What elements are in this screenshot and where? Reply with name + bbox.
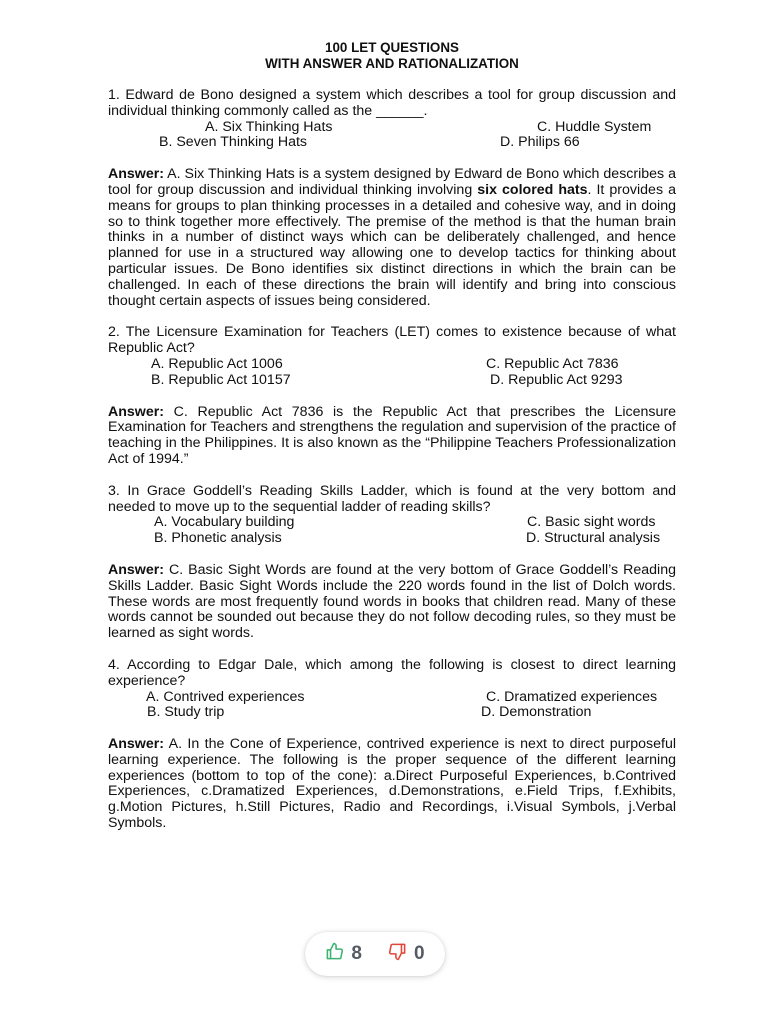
answer-text: A. In the Cone of Experience, contrived experience is next to direct purposeful learning experience. The following is the proper sequence of the different learning experiences (bottom to top of the cone): a.Direct Purposeful Experiences, b.Contrived Experiences, c.Dramatized Experiences, d.Demonstrations, e.Field Trips, f.Exhibits, g.Motion Pictures, h.Still Pictures, Radio and Recordings, i.Visual Symbols, j.Verbal Symbols. [108, 736, 676, 832]
question-block-2 [108, 325, 676, 388]
option-a: A. Contrived experiences [146, 688, 305, 705]
option-d: D. Philips 66 [500, 134, 580, 151]
upvote-count: 8 [351, 943, 362, 964]
downvote-button[interactable] [388, 942, 425, 966]
question-block-4 [108, 658, 676, 721]
question-text: 2. The Licensure Examination for Teachers (LET) comes to existence because of what Republic Act? [108, 324, 676, 357]
option-a: A. Vocabulary building [154, 514, 295, 531]
question-text: 3. In Grace Goddell’s Reading Skills Ladder, which is found at the very bottom and needed to move up to the sequential ladder of reading skills? [108, 482, 676, 515]
answer-block-3 [108, 563, 676, 642]
document-page [108, 40, 676, 832]
option-c: C. Dramatized experiences [486, 688, 658, 705]
option-d: D. Demonstration [481, 704, 592, 721]
thumbs-down-icon [388, 942, 407, 966]
document-title [108, 40, 676, 71]
answer-block-1 [108, 167, 676, 309]
answer-text-continued: . It provides a means for groups to plan thinking processes in a detailed and cohesive way, and in doing so to think together more effectively. The premise of the method is that the human brain thinks in a number of distinct ways which can be deliberately challenged, and hence planned for use in a structured way allowing one to develop tactics for thinking about particular issues. De Bono identifies six distinct directions in which the brain can be challenged. In each of these directions the brain will identify and bring into conscious thought certain aspects of issues being considered. [108, 181, 676, 309]
options-list [108, 120, 676, 152]
option-a: A. Republic Act 1006 [151, 355, 283, 372]
answer-block-4 [108, 737, 676, 832]
answer-label: Answer: [108, 166, 164, 183]
option-b: B. Study trip [147, 704, 225, 721]
answer-text: C. Republic Act 7836 is the Republic Act that prescribes the Licensure Examination for Teachers and strengthens the regulation and supervision of the practice of teaching in the Philippines. It is also known as the “Philippine Teachers Professionalization Act of 1994.” [108, 403, 676, 467]
option-b: B. Phonetic analysis [154, 530, 282, 547]
option-c: C. Republic Act 7836 [486, 355, 619, 372]
downvote-count: 0 [414, 943, 425, 964]
vote-widget [305, 932, 445, 976]
answer-block-2 [108, 405, 676, 468]
question-text: 1. Edward de Bono designed a system which describes a tool for group discussion and individual thinking commonly called as the ______. [108, 87, 676, 119]
option-a: A. Six Thinking Hats [205, 118, 333, 135]
options-list [108, 690, 676, 722]
thumbs-up-icon [325, 942, 344, 966]
option-b: B. Seven Thinking Hats [159, 134, 307, 151]
answer-label: Answer: [108, 736, 164, 753]
answer-label: Answer: [108, 561, 164, 578]
title-line-1: 100 LET QUESTIONS [325, 40, 459, 55]
option-c: C. Basic sight words [527, 514, 656, 531]
question-block-3 [108, 484, 676, 547]
upvote-button[interactable] [325, 942, 362, 966]
title-line-2: WITH ANSWER AND RATIONALIZATION [265, 55, 519, 71]
options-list [108, 357, 676, 389]
option-d: D. Republic Act 9293 [490, 371, 623, 388]
answer-emphasis: six colored hats [477, 181, 588, 198]
option-b: B. Republic Act 10157 [151, 371, 291, 388]
answer-label: Answer: [108, 403, 164, 420]
option-c: C. Huddle System [537, 118, 652, 135]
question-block-1 [108, 88, 676, 151]
options-list [108, 515, 676, 547]
answer-text: C. Basic Sight Words are found at the very bottom of Grace Goddell’s Reading Skills Ladder. Basic Sight Words include the 220 words found in the list of Dolch words. These words are most frequently found words in books that children read. Many of these words cannot be sounded out because they do not follow decoding rules, so they must be learned as sight words. [108, 561, 676, 642]
option-d: D. Structural analysis [526, 530, 661, 547]
answer-text: A. Six Thinking Hats is a system designed by Edward de Bono which describes a tool for group discussion and individual thinking involving [108, 166, 676, 198]
question-text: 4. According to Edgar Dale, which among the following is closest to direct learning experience? [108, 656, 676, 689]
